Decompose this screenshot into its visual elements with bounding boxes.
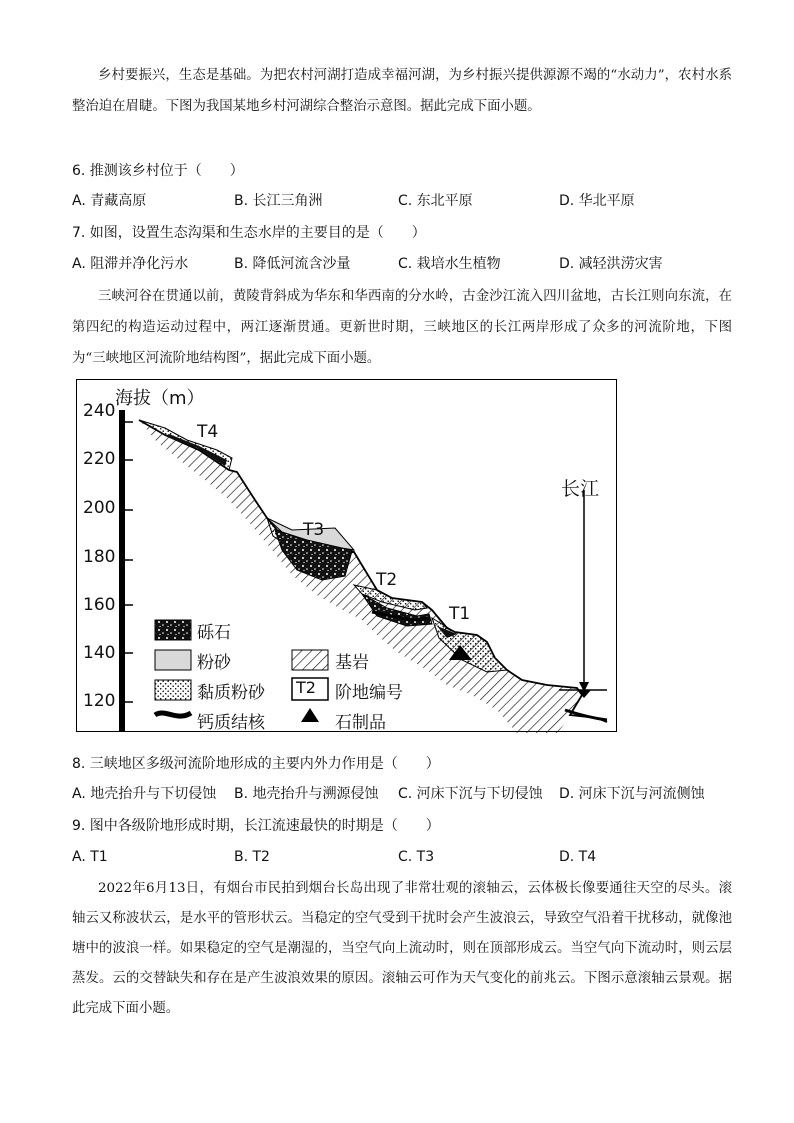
legend-swatches xyxy=(155,620,328,722)
river-channel xyxy=(559,490,607,720)
option-a[interactable]: A. 青藏高原 xyxy=(72,193,147,209)
intro-paragraph-1: 乡村要振兴，生态是基础。为把农村河湖打造成幸福河湖，为乡村振兴提供源源不竭的“水动力”，农村水系整治迫在眉睫。下图为我国某地乡村河湖综合整治示意图。据此完成下面小题。 xyxy=(72,68,732,114)
intro-paragraph-3: 2022年6月13日，有烟台市民拍到烟台长岛出现了非常壮观的滚轴云，云体极长像要通往天空的尽头。滚轴云又称波状云，是水平的管形状云。当稳定的空气受到干扰时会产生波浪云，导致空气沿着干扰移动，就像池塘中的波浪一样。如果稳定的空气是潮湿的，当空气向上流动时，则在顶部形成云。当空气向下流动时，则云层蒸发。云的交替缺失和存在是产生波浪效果的原因。滚轴云可作为天气变化的前兆云。下图示意滚轴云景观。据此完成下面小题。 xyxy=(72,881,732,1016)
y-tick-label: 120 xyxy=(83,691,116,711)
legend-stone-tools-label: 石制品 xyxy=(335,713,386,733)
y-tick-label: 200 xyxy=(83,498,116,518)
question-7-options xyxy=(72,254,732,274)
elevation-axis xyxy=(119,410,133,732)
option-d[interactable]: D. 河床下沉与河流侧蚀 xyxy=(559,786,705,802)
y-tick-label: 180 xyxy=(83,547,116,567)
option-a[interactable]: A. 阻滞并净化污水 xyxy=(72,256,189,272)
question-8-stem: 8. 三峡地区多级河流阶地形成的主要内外力作用是（ ） xyxy=(72,756,440,772)
legend-terrace-code-label: 阶地编号 xyxy=(335,683,403,703)
y-tick-label: 140 xyxy=(83,643,116,663)
option-d[interactable]: D. T4 xyxy=(559,849,597,865)
option-c[interactable]: C. 河床下沉与下切侵蚀 xyxy=(398,786,543,802)
question-8-options xyxy=(72,784,732,804)
option-b[interactable]: B. 降低河流含沙量 xyxy=(234,256,351,272)
question-7-stem: 7. 如图，设置生态沟渠和生态水岸的主要目的是（ ） xyxy=(72,225,426,241)
option-c[interactable]: C. 栽培水生植物 xyxy=(398,256,501,272)
y-tick-label: 160 xyxy=(83,595,116,615)
legend-calcareous-label: 钙质结核 xyxy=(197,713,265,733)
intro-paragraph-2: 三峡河谷在贯通以前，黄陵背斜成为华东和华西南的分水岭，古金沙江流入四川盆地，古长江则向东流，在第四纪的构造运动过程中，两江逐渐贯通。更新世时期，三峡地区的长江两岸形成了众多的河流阶地，下图为“三峡地区河流阶地结构图”，据此完成下面小题。 xyxy=(72,289,732,366)
legend-terrace-code-sample: T2 xyxy=(296,678,316,697)
option-a[interactable]: A. 地壳抬升与下切侵蚀 xyxy=(72,786,217,802)
option-a[interactable]: A. T1 xyxy=(72,849,108,865)
y-tick-label: 240 xyxy=(83,401,116,421)
option-b[interactable]: B. 长江三角洲 xyxy=(234,193,323,209)
y-tick-label: 220 xyxy=(83,449,116,469)
option-d[interactable]: D. 减轻洪涝灾害 xyxy=(559,256,663,272)
terrace-label-t4: T4 xyxy=(197,422,219,442)
option-b[interactable]: B. 地壳抬升与溯源侵蚀 xyxy=(234,786,379,802)
legend-clay-silt-label: 黏质粉砂 xyxy=(197,683,265,703)
terrace-label-t1: T1 xyxy=(449,604,471,624)
option-d[interactable]: D. 华北平原 xyxy=(559,193,635,209)
legend-silt-label: 粉砂 xyxy=(197,653,231,673)
river-label: 长江 xyxy=(561,478,600,500)
option-c[interactable]: C. 东北平原 xyxy=(398,193,473,209)
question-6-stem: 6. 推测该乡村位于（ ） xyxy=(72,163,244,179)
question-9-stem: 9. 图中各级阶地形成时期，长江流速最快的时期是（ ） xyxy=(72,818,440,834)
terrace-label-t2: T2 xyxy=(376,570,398,590)
terrace-label-t3: T3 xyxy=(303,520,325,540)
option-c[interactable]: C. T3 xyxy=(398,849,435,865)
option-b[interactable]: B. T2 xyxy=(234,849,270,865)
axis-title: 海拔（m） xyxy=(115,388,205,409)
legend-gravel-label: 砾石 xyxy=(197,623,231,643)
river-terrace-figure xyxy=(76,379,617,732)
question-6-options xyxy=(72,191,732,211)
legend-bedrock-label: 基岩 xyxy=(335,653,369,673)
question-9-options xyxy=(72,847,732,867)
